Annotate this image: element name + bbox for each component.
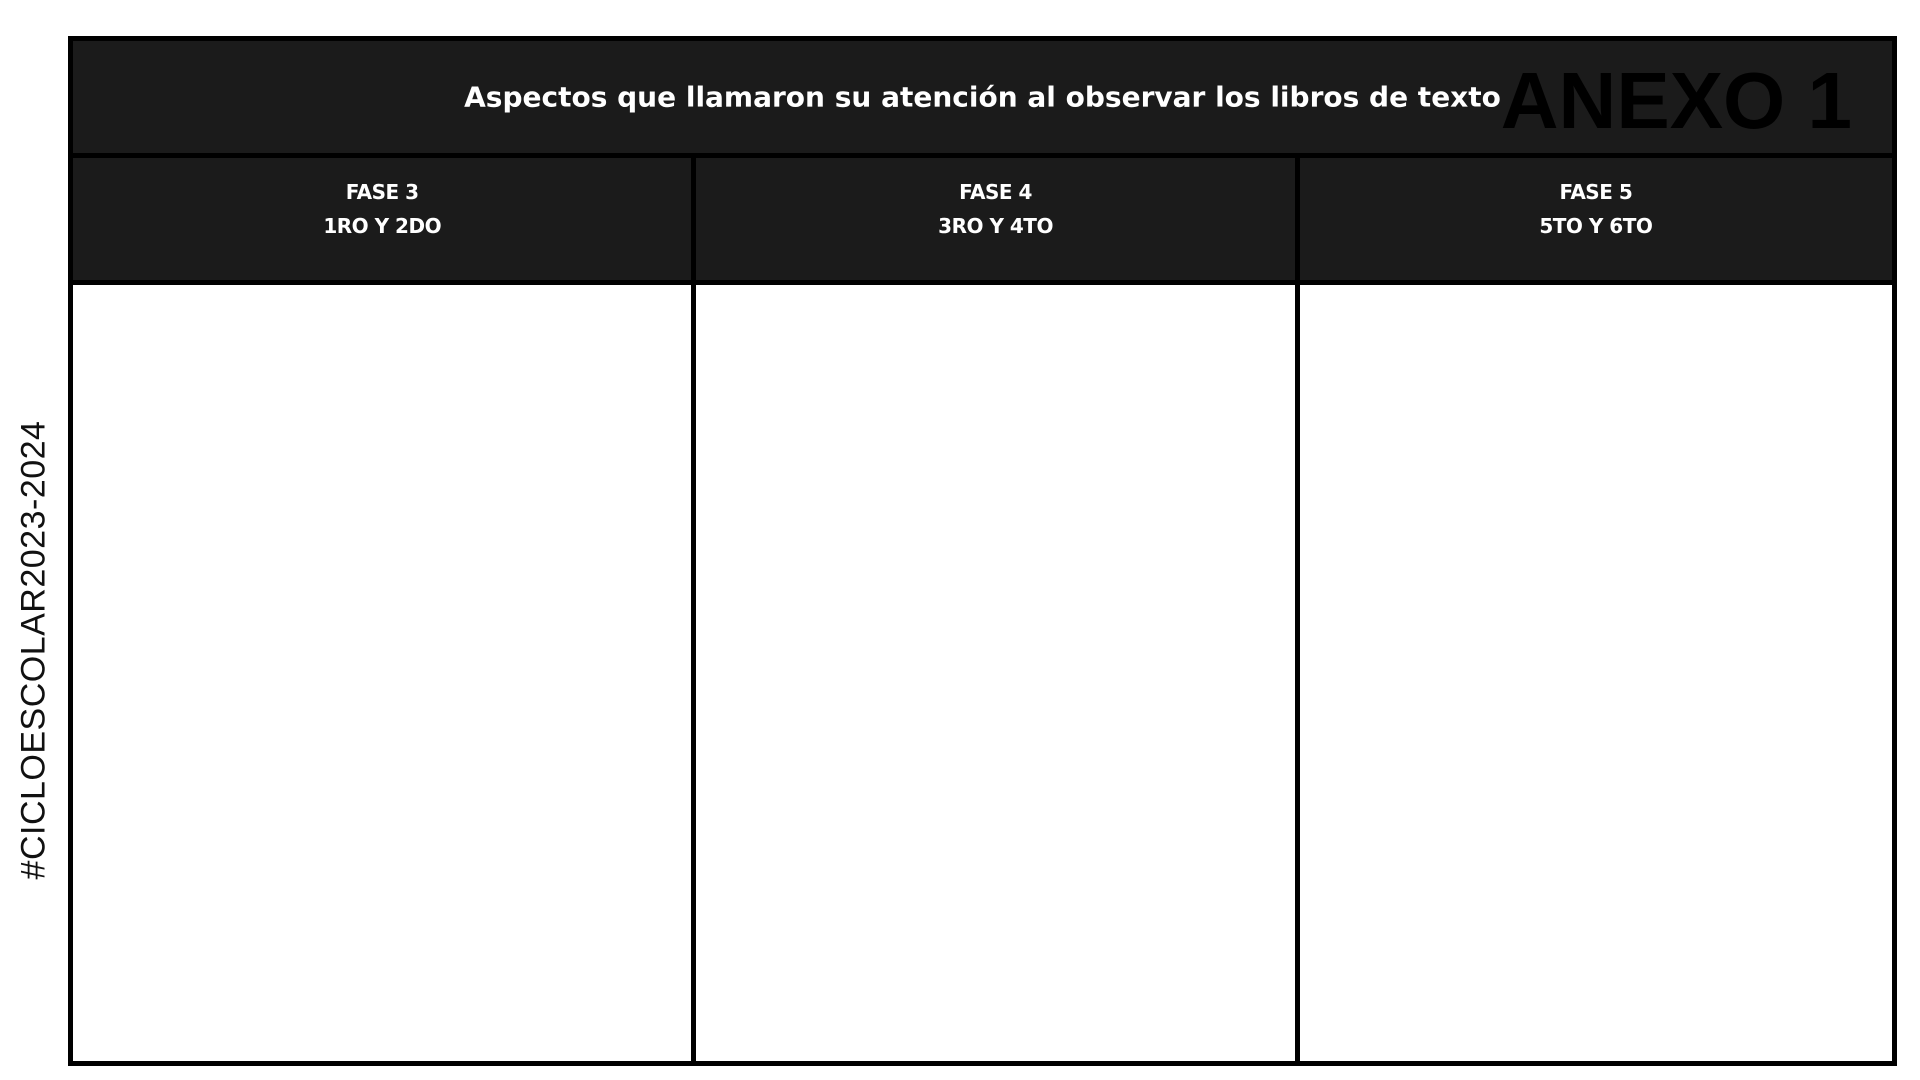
phase-name: FASE 5	[1559, 180, 1633, 204]
phase-name: FASE 3	[345, 180, 419, 204]
phase-grades: 3RO Y 4TO	[938, 214, 1053, 238]
phase-header-fase-3	[71, 156, 694, 283]
phase-header-fase-5	[1297, 156, 1894, 283]
table-title-row	[71, 39, 1895, 156]
table-title-cell	[71, 39, 1895, 156]
hashtag-side-label: #CICLOESCOLAR2023-2024	[14, 420, 53, 880]
answer-cell-fase-5[interactable]	[1297, 283, 1894, 1064]
answer-cell-fase-3[interactable]	[71, 283, 694, 1064]
phase-name: FASE 4	[959, 180, 1032, 204]
phase-grades: 5TO Y 6TO	[1539, 214, 1653, 238]
answer-row	[71, 283, 1895, 1064]
observation-table	[68, 36, 1897, 1066]
phase-header-row	[71, 156, 1895, 283]
table-title: Aspectos que llamaron su atención al observar los libros de texto	[464, 80, 1501, 114]
phase-grades: 1RO Y 2DO	[323, 214, 442, 238]
phase-header-fase-4	[694, 156, 1297, 283]
answer-cell-fase-4[interactable]	[694, 283, 1297, 1064]
annex-label: ANEXO 1	[1500, 56, 1852, 145]
